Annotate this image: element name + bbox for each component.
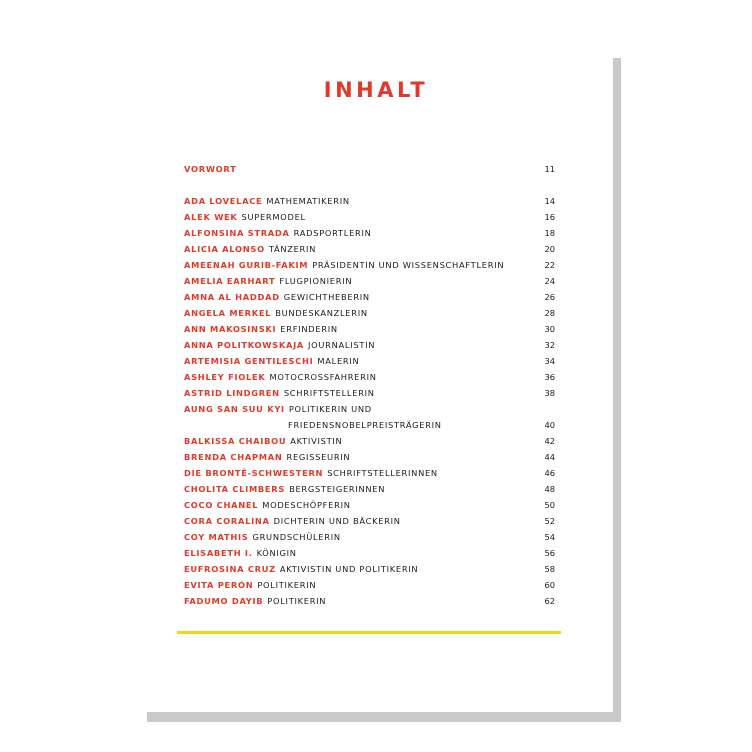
entry-page: 32 (544, 340, 555, 350)
entry-description: KÖNIGIN (256, 548, 297, 558)
entry-description: GEWICHTHEBERIN (283, 292, 370, 302)
entry-name: DIE BRONTË-SCHWESTERN (184, 468, 324, 478)
book-page (139, 48, 613, 712)
entry-description: POLITIKERIN UND (288, 404, 372, 414)
entry-name: AMELIA EARHART (184, 276, 276, 286)
entry-page: 11 (544, 164, 555, 174)
toc-entry (184, 593, 555, 609)
entry-page: 14 (544, 196, 555, 206)
entry-description: GRUNDSCHÜLERIN (252, 532, 341, 542)
entry-page: 50 (544, 500, 555, 510)
entry-description: RADSPORTLERIN (293, 228, 372, 238)
toc-entry (184, 545, 555, 561)
toc-entry (184, 481, 555, 497)
toc-entry (184, 225, 555, 241)
entry-name: FADUMO DAYIB (184, 596, 264, 606)
yellow-divider (177, 631, 561, 634)
entry-description: DICHTERIN UND BÄCKERIN (273, 516, 401, 526)
entry-description: MALERIN (317, 356, 360, 366)
toc-entry (184, 289, 555, 305)
entry-page: 62 (544, 596, 555, 606)
entry-page: 36 (544, 372, 555, 382)
entry-description: AKTIVISTIN UND POLITIKERIN (279, 564, 419, 574)
entry-page: 26 (544, 292, 555, 302)
entry-description: ERFINDERIN (280, 324, 338, 334)
entry-name: ANN MAKOSINSKI (184, 324, 277, 334)
entry-name: BRENDA CHAPMAN (184, 452, 283, 462)
entry-page: 54 (544, 532, 555, 542)
entry-description: JOURNALISTIN (307, 340, 376, 350)
entry-name: CHOLITA CLIMBERS (184, 484, 286, 494)
toc-entry (184, 465, 555, 481)
entry-name: ARTEMISIA GENTILESCHI (184, 356, 314, 366)
entry-name: EUFROSINA CRUZ (184, 564, 276, 574)
entry-description-continued: FRIEDENSNOBELPREISTRÄGERIN (288, 420, 442, 430)
entry-page: 42 (544, 436, 555, 446)
entry-name: EVITA PERÓN (184, 580, 254, 590)
toc-entry (184, 353, 555, 369)
toc-entry (184, 193, 555, 209)
entry-description: POLITIKERIN (267, 596, 327, 606)
entry-page: 56 (544, 548, 555, 558)
entry-description: PRÄSIDENTIN UND WISSENSCHAFTLERIN (312, 260, 505, 270)
toc-entry (184, 369, 555, 385)
entry-page: 48 (544, 484, 555, 494)
entry-description: AKTIVISTIN (290, 436, 343, 446)
entry-description: SCHRIFTSTELLERIN (283, 388, 375, 398)
toc-entry (184, 497, 555, 513)
toc-entry (184, 305, 555, 321)
toc-entry-continuation (184, 417, 555, 433)
entry-page: 60 (544, 580, 555, 590)
entry-page: 20 (544, 244, 555, 254)
entry-page: 46 (544, 468, 555, 478)
entry-name: COCO CHANEL (184, 500, 259, 510)
entry-description: TÄNZERIN (268, 244, 317, 254)
entry-name: VORWORT (184, 164, 237, 174)
page-title: INHALT (323, 78, 429, 102)
toc-entry (184, 321, 555, 337)
entry-page: 34 (544, 356, 555, 366)
entry-description: REGISSEURIN (286, 452, 351, 462)
toc-entry (184, 433, 555, 449)
entry-description: POLITIKERIN (257, 580, 317, 590)
toc-entry (184, 577, 555, 593)
entry-name: ALEK WEK (184, 212, 238, 222)
entry-page: 16 (544, 212, 555, 222)
entry-name: AUNG SAN SUU KYI (184, 404, 285, 414)
entry-name: ASHLEY FIOLEK (184, 372, 266, 382)
entry-description: SCHRIFTSTELLERINNEN (327, 468, 438, 478)
entry-page: 52 (544, 516, 555, 526)
table-of-contents (184, 161, 555, 609)
entry-name: BALKISSA CHAIBOU (184, 436, 287, 446)
entry-page: 28 (544, 308, 555, 318)
toc-entry (184, 513, 555, 529)
entry-description: SUPERMODEL (241, 212, 306, 222)
entry-name: AMNA AL HADDAD (184, 292, 280, 302)
entry-name: AMEENAH GURIB-FAKIM (184, 260, 309, 270)
entry-description: BUNDESKANZLERIN (275, 308, 368, 318)
entry-name: ASTRID LINDGREN (184, 388, 280, 398)
entry-page: 38 (544, 388, 555, 398)
entry-name: ELISABETH I. (184, 548, 253, 558)
entry-description: FLUGPIONIERIN (279, 276, 353, 286)
entry-page: 22 (544, 260, 555, 270)
entry-description: MODESCHÖPFERIN (262, 500, 351, 510)
entry-name: ALICIA ALONSO (184, 244, 265, 254)
entry-description: MOTOCROSSFAHRERIN (269, 372, 377, 382)
entry-name: ALFONSINA STRADA (184, 228, 290, 238)
toc-entry (184, 529, 555, 545)
toc-entry (184, 257, 555, 273)
toc-entry (184, 209, 555, 225)
toc-entry (184, 385, 555, 401)
entry-description: MATHEMATIKERIN (266, 196, 350, 206)
toc-entry (184, 337, 555, 353)
toc-entry (184, 161, 555, 177)
entry-page: 40 (544, 420, 555, 430)
entry-name: ANGELA MERKEL (184, 308, 272, 318)
toc-entry (184, 449, 555, 465)
entry-name: ANNA POLITKOWSKAJA (184, 340, 304, 350)
toc-entry (184, 241, 555, 257)
toc-entry (184, 273, 555, 289)
entry-name: CORA CORALINA (184, 516, 270, 526)
entry-name: COY MATHIS (184, 532, 249, 542)
entry-page: 24 (544, 276, 555, 286)
toc-entry (184, 561, 555, 577)
entry-name: ADA LOVELACE (184, 196, 263, 206)
entry-page: 30 (544, 324, 555, 334)
entry-page: 58 (544, 564, 555, 574)
entry-page: 18 (544, 228, 555, 238)
toc-entry (184, 401, 555, 417)
entry-page: 44 (544, 452, 555, 462)
entry-description: BERGSTEIGERINNEN (289, 484, 386, 494)
